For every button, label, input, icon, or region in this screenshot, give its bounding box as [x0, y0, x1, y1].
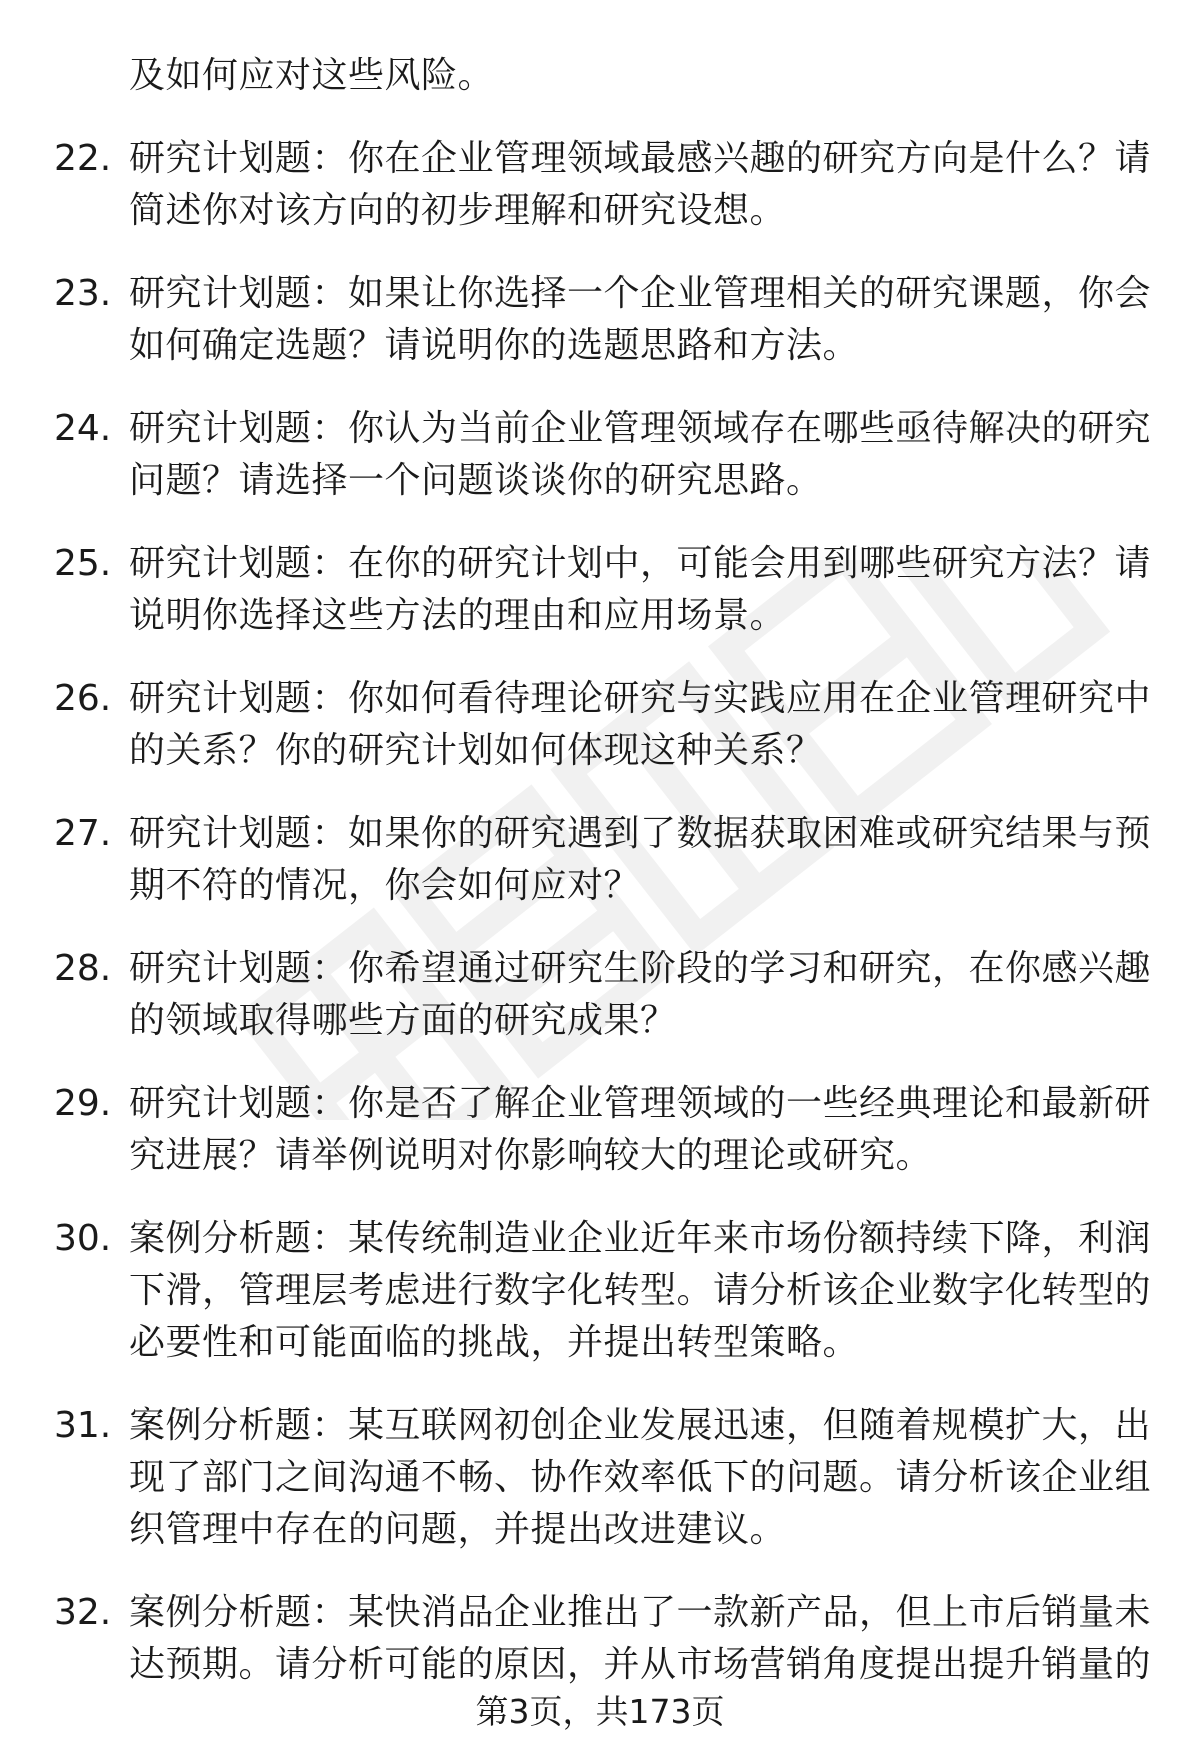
list-item: [54, 1078, 1154, 1182]
list-item: [54, 403, 1154, 507]
item-number: 32.: [54, 1592, 112, 1633]
item-text: 案例分析题：某快消品企业推出了一款新产品，但上市后销量未达预期。请分析可能的原因，并从市场营销角度提出提升销量的: [129, 1592, 1152, 1685]
continued-text: 及如何应对这些风险。: [129, 55, 495, 96]
item-number: 24.: [54, 408, 112, 449]
item-number: 25.: [54, 543, 112, 584]
item-number: 26.: [54, 678, 112, 719]
item-number: 31.: [54, 1405, 112, 1446]
item-text: 研究计划题：如果让你选择一个企业管理相关的研究课题，你会如何确定选题？请说明你的选题思路和方法。: [129, 273, 1152, 366]
item-text: 案例分析题：某互联网初创企业发展迅速，但随着规模扩大，出现了部门之间沟通不畅、协作效率低下的问题。请分析该企业组织管理中存在的问题，并提出改进建议。: [129, 1405, 1152, 1550]
list-item: [54, 1213, 1154, 1369]
item-text: 研究计划题：你如何看待理论研究与实践应用在企业管理研究中的关系？你的研究计划如何体现这种关系？: [129, 678, 1152, 771]
list-item: [54, 1400, 1154, 1556]
item-text: 研究计划题：如果你的研究遇到了数据获取困难或研究结果与预期不符的情况，你会如何应对？: [129, 813, 1152, 906]
item-text: 研究计划题：在你的研究计划中，可能会用到哪些研究方法？请说明你选择这些方法的理由和应用场景。: [129, 543, 1152, 636]
item-text: 研究计划题：你在企业管理领域最感兴趣的研究方向是什么？请简述你对该方向的初步理解和研究设想。: [129, 138, 1152, 231]
list-item: [54, 538, 1154, 642]
item-number: 27.: [54, 813, 112, 854]
list-item: [54, 268, 1154, 372]
item-number: 22.: [54, 138, 112, 179]
item-number: 28.: [54, 948, 112, 989]
list-item: [54, 133, 1154, 237]
question-list: [54, 50, 1154, 1691]
item-number: 30.: [54, 1218, 112, 1259]
item-number: 23.: [54, 273, 112, 314]
item-text: 研究计划题：你是否了解企业管理领域的一些经典理论和最新研究进展？请举例说明对你影响较大的理论或研究。: [129, 1083, 1152, 1176]
item-text: 案例分析题：某传统制造业企业近年来市场份额持续下降，利润下滑，管理层考虑进行数字化转型。请分析该企业数字化转型的必要性和可能面临的挑战，并提出转型策略。: [129, 1218, 1152, 1363]
item-text: 研究计划题：你希望通过研究生阶段的学习和研究，在你感兴趣的领域取得哪些方面的研究成果？: [129, 948, 1152, 1041]
item-number: 29.: [54, 1083, 112, 1124]
list-item: [54, 808, 1154, 912]
list-item: [54, 943, 1154, 1047]
list-item: [54, 673, 1154, 777]
item-text: 研究计划题：你认为当前企业管理领域存在哪些亟待解决的研究问题？请选择一个问题谈谈你的研究思路。: [129, 408, 1152, 501]
page-footer: 第3页，共173页: [475, 1692, 725, 1731]
list-item: [54, 1587, 1154, 1691]
